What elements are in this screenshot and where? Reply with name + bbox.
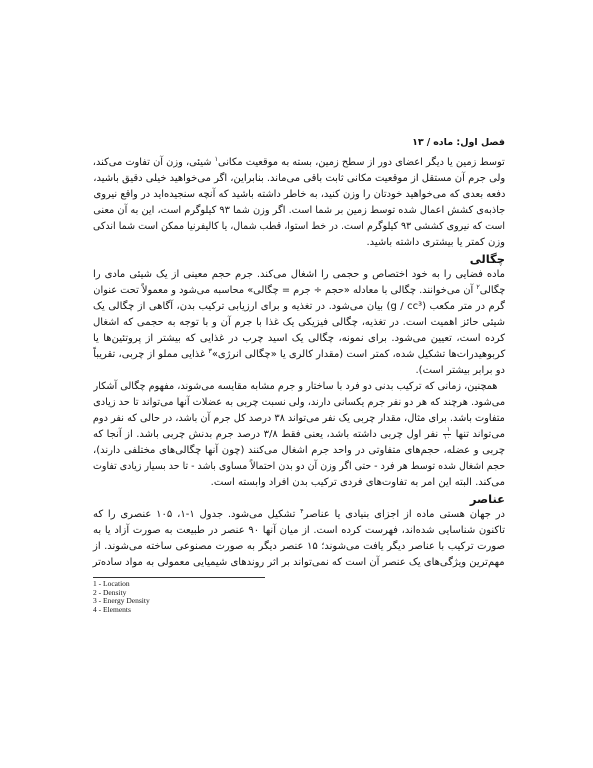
chapter-title: فصل اول: ماده <box>433 137 505 148</box>
footnote-marker-2: ۲ <box>476 283 480 291</box>
text-line-content: جاذبه‌ی کشش اعمال شده توسط زمین بر شما است. اگر وزن شما ۹۳ کیلوگرم است، این به آن معنی <box>92 205 505 216</box>
text-line <box>93 379 505 395</box>
text-line <box>93 219 505 235</box>
text-line <box>93 203 505 219</box>
footnote-item: 3 - Energy Density <box>93 596 150 606</box>
text-line-content <box>93 155 505 171</box>
text-line-content: دو برابر بیشتر است). <box>415 365 505 376</box>
text-segment: در جهان هستی ماده از اجزای بنیادی یا عناصر <box>303 509 505 520</box>
text-segment: تشکیل می‌شود. جدول ۱-۱، ۱۰۵ عنصری را که <box>93 509 301 520</box>
text-line <box>93 347 505 363</box>
footnote-rule <box>93 577 265 578</box>
footnote-item: 2 - Density <box>93 587 127 597</box>
footnote-item: 1 - Location <box>93 579 130 588</box>
text-line-content: گرم در متر مکعب (g / cc³) بیان می‌شود. در تغذیه و برای ارزیابی ترکیب بدن، آگاهی از چگالی یک <box>93 301 505 312</box>
text-line-content <box>93 509 505 520</box>
fraction-denominator: ۱۰ <box>443 433 451 441</box>
text-line <box>93 299 505 315</box>
text-line <box>93 555 505 571</box>
text-line-content: می‌شود. هرچند که هر دو نفر جرم یکسانی دارند، ولی نسبت چربی به عضلات آنها می‌تواند تا حد زیادی <box>93 397 505 408</box>
fraction-numerator: ۱ <box>443 427 451 435</box>
section-heading-density: چگالی <box>469 252 505 266</box>
text-line <box>93 283 505 299</box>
footnotes <box>93 580 150 614</box>
text-line-content: تاکنون شناسایی شده‌اند، فهرست کرده است. از میان آنها ۹۰ عنصر در طبیعت به صورت آزاد یا به <box>93 525 505 536</box>
text-line-content <box>93 426 506 441</box>
body-text <box>93 155 505 571</box>
paragraph-body-composition <box>93 379 505 491</box>
text-line <box>93 315 505 331</box>
footnote-marker-4: ۴ <box>300 507 304 515</box>
page-number: ۱۳ <box>412 137 424 148</box>
text-line-content: ولی جرم آن مستقل از موقعیت مکانی ثابت باقی می‌ماند. بنابراین، اگر می‌خواهید خیلی دقیق باشید، <box>93 173 505 184</box>
text-line <box>93 267 505 283</box>
text-line-content: کرده است، تعیین می‌شود. برای نمونه، چگالی یک اسید چرب در غذایی که بیشتر از پروتئین‌ها یا <box>93 333 505 344</box>
text-line <box>93 459 505 475</box>
text-segment: غذایی مملو از چربی، تقریباً <box>92 349 209 360</box>
text-line <box>93 171 505 187</box>
text-segment: شیئی، وزن آن تفاوت می‌کند، <box>93 157 215 168</box>
text-line <box>93 395 505 411</box>
footnote-item: 4 - Elements <box>93 604 131 614</box>
text-line-content: است که نیروی کششی ۹۳ کیلوگرم است. در خط استوا، قطب شمال، یا کالیفرنیا ممکن است شما اندکی <box>93 221 505 232</box>
text-line-content: دفعه بعدی که می‌خواهید خودتان را وزن کنید، به خاطر داشته باشید که آنچه سنجیده‌اید در واقع نیروی <box>93 189 505 200</box>
running-header <box>412 136 505 150</box>
text-line <box>93 507 505 523</box>
text-line-content: صورت ترکیب با عناصر دیگر یافت می‌شوند؛ ۱۵ عنصر دیگر به صورت مصنوعی ساخته می‌شوند. از <box>93 541 505 552</box>
text-line <box>93 331 505 347</box>
paragraph-elements <box>93 507 505 571</box>
text-line-content: حجم اشغال شده توسط هر فرد - حتی اگر وزن آن دو بدن احتمالاً مساوی باشد - تا حد بسیار زیادی تفاوت <box>92 461 505 472</box>
text-line-content: متفاوت باشد. برای مثال، مقدار چربی یک نفر می‌تواند ۳۸ درصد کل جرم آن باشد، در حالی که نفر دوم <box>92 413 505 424</box>
paragraph-density-definition <box>93 267 505 379</box>
footnote-marker-3: ۳ <box>208 347 212 355</box>
text-line-content <box>93 283 505 299</box>
paragraph-weight-and-mass <box>93 155 505 251</box>
text-segment: کربوهیدرات‌ها تشکیل شده، کمتر است (مقدار کالری یا «چگالی انرژی» <box>211 349 505 360</box>
text-line <box>93 411 505 427</box>
text-segment: آن می‌خوانند. چگالی با معادله «حجم ÷ جرم = چگالی» محاسبه می‌شود و معمولاً تحت عنوان <box>92 285 477 296</box>
text-line <box>93 363 505 379</box>
fraction <box>443 427 451 441</box>
text-line <box>93 155 505 171</box>
text-line-content: ماده فضایی را به خود اختصاص و حجمی را اشغال می‌کند. جرم حجم معینی از یک شیئی مادی را <box>93 269 505 280</box>
text-line-content: همچنین، زمانی که ترکیب بدنی دو فرد با ساختار و جرم مشابه مقایسه می‌شوند، مفهوم چگالی آشکار <box>93 381 497 392</box>
text-line-content: وزن کمتر یا بیشتری داشته باشید. <box>366 237 505 248</box>
text-line-content: چربی و عضله، حجم‌های متفاوتی در واحد جرم اشغال می‌کنند (چون آنها چگالی‌های مختلفی دارند)، <box>93 445 505 456</box>
text-line <box>93 539 505 555</box>
section-heading-elements: عناصر <box>469 492 505 506</box>
footnote-marker-1: ۱ <box>214 155 219 163</box>
text-line <box>93 187 505 203</box>
text-line-content <box>93 347 505 363</box>
text-line-content: شیئی حائز اهمیت است. در تغذیه، چگالی فیزیکی یک غذا با جرم آن و با توجه به حجمی که اشغال <box>93 317 505 328</box>
text-segment: چگالی <box>479 285 505 296</box>
text-line-content: می‌کند. البته این امر به تفاوت‌های فردی ترکیب بدن افراد وابسته است. <box>210 477 505 488</box>
header-separator: / <box>426 137 431 148</box>
text-line-content: مهم‌ترین ویژگی‌های یک عنصر آن است که نمی‌تواند بر اثر روندهای شیمیایی معمولی به مواد ساده‌تر <box>92 557 505 568</box>
text-line <box>93 427 505 443</box>
text-segment: می‌تواند تنها <box>452 429 506 440</box>
text-segment: نفر اول چربی داشته باشد، یعنی فقط ۳/۸ درصد جرم بدنش چربی باشد. از آنجا که <box>93 429 442 440</box>
text-line <box>93 235 505 251</box>
text-line <box>93 475 505 491</box>
text-line <box>93 443 505 459</box>
text-segment: توسط زمین یا دیگر اعضای دور از سطح زمین، بسته به موقعیت مکانی <box>218 157 505 168</box>
text-line <box>93 523 505 539</box>
